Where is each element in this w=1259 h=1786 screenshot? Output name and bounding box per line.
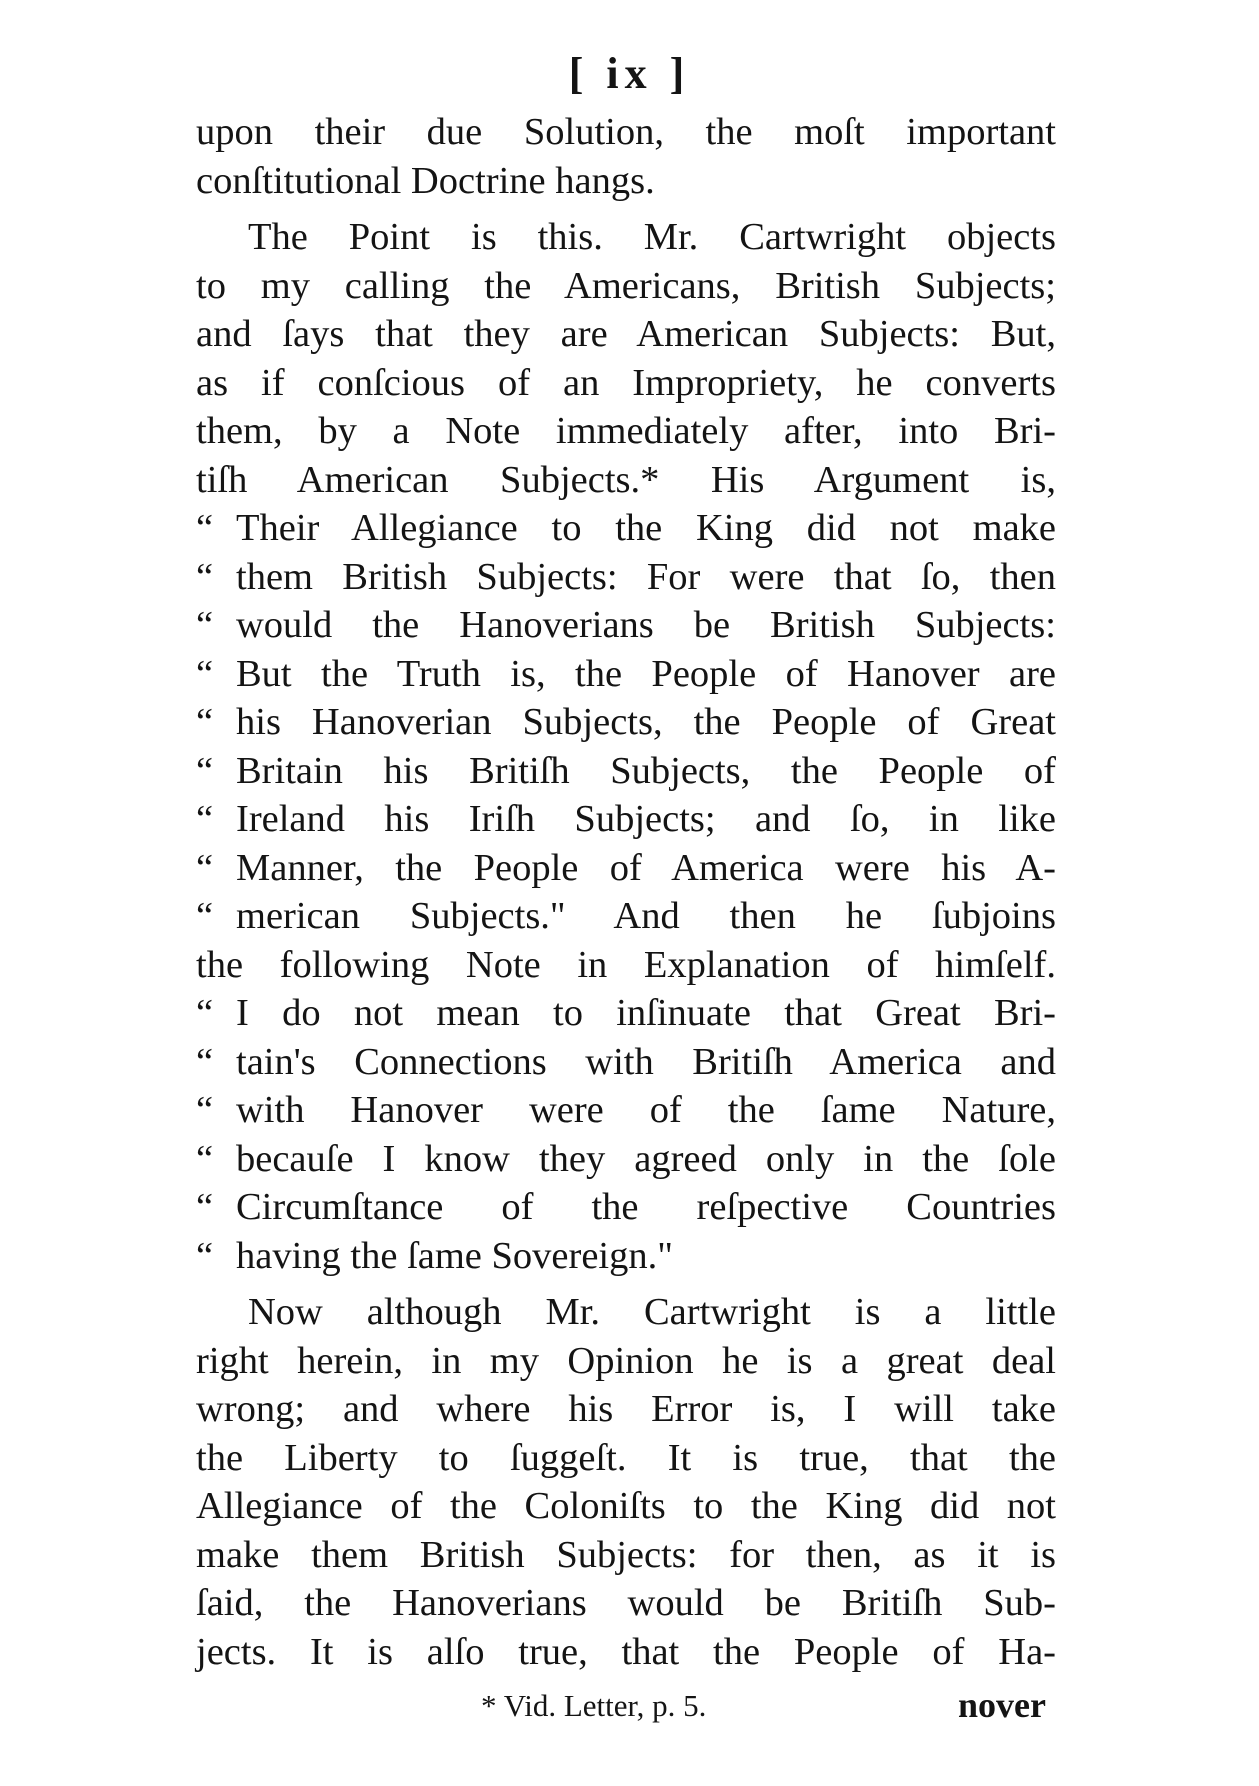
line-text: them British Subjects: For were that ſo, then bbox=[236, 555, 1056, 598]
text-line bbox=[196, 553, 1056, 602]
text-line bbox=[196, 213, 1056, 262]
line-text: Now although Mr. Cartwright is a little bbox=[248, 1291, 1056, 1333]
text-line bbox=[196, 157, 1056, 206]
quote-mark: “ bbox=[196, 507, 214, 549]
quote-mark: “ bbox=[196, 798, 214, 840]
text-line bbox=[196, 1038, 1056, 1087]
text-line bbox=[196, 1579, 1056, 1628]
line-text: Allegiance of the Coloniſts to the King did not bbox=[196, 1485, 1056, 1527]
page-number: [ ix ] bbox=[568, 49, 691, 98]
quote-mark: “ bbox=[196, 1234, 214, 1277]
text-line bbox=[196, 989, 1056, 1038]
page-footer bbox=[196, 1684, 1056, 1724]
quote-mark: “ bbox=[196, 701, 214, 743]
line-text: ſaid, the Hanoverians would be Britiſh Sub- bbox=[196, 1582, 1056, 1624]
text-line bbox=[196, 747, 1056, 796]
text-line bbox=[196, 310, 1056, 359]
text-line bbox=[196, 1232, 1056, 1281]
body-text bbox=[196, 108, 1056, 1676]
text-line bbox=[196, 1628, 1056, 1677]
quote-mark: “ bbox=[196, 1040, 214, 1083]
line-text: upon their due Solution, the moſt important bbox=[196, 111, 1056, 153]
quote-mark: “ bbox=[196, 1137, 214, 1180]
line-text: becauſe I know they agreed only in the ſole bbox=[236, 1137, 1056, 1180]
line-text: Their Allegiance to the King did not make bbox=[236, 507, 1056, 549]
text-line bbox=[196, 1086, 1056, 1135]
line-text: make them British Subjects: for then, as it is bbox=[196, 1533, 1056, 1576]
line-text: merican Subjects." And then he ſubjoins bbox=[236, 895, 1056, 937]
line-text: them, by a Note immediately after, into Bri- bbox=[196, 410, 1056, 452]
text-line bbox=[196, 941, 1056, 990]
line-text: Ireland his Iriſh Subjects; and ſo, in like bbox=[236, 798, 1056, 840]
text-line bbox=[196, 1482, 1056, 1531]
line-text: conſtitutional Doctrine hangs. bbox=[196, 159, 655, 202]
quote-mark: “ bbox=[196, 992, 214, 1034]
text-line bbox=[196, 359, 1056, 408]
line-text: Britain his Britiſh Subjects, the People of bbox=[236, 749, 1056, 792]
line-text: jects. It is alſo true, that the People of Ha- bbox=[196, 1630, 1056, 1673]
text-line bbox=[196, 456, 1056, 505]
text-line bbox=[196, 407, 1056, 456]
quote-mark: “ bbox=[196, 1186, 214, 1228]
line-text: having the ſame Sovereign." bbox=[236, 1234, 673, 1277]
line-text: with Hanover were of the ſame Nature, bbox=[236, 1089, 1056, 1131]
quote-mark: “ bbox=[196, 895, 214, 937]
quote-mark: “ bbox=[196, 749, 214, 792]
text-line bbox=[196, 844, 1056, 893]
text-line bbox=[196, 1288, 1056, 1337]
text-line bbox=[196, 650, 1056, 699]
text-line bbox=[196, 1135, 1056, 1184]
line-text: I do not mean to inſinuate that Great Bri- bbox=[236, 992, 1056, 1034]
line-text: to my calling the Americans, British Subjects; bbox=[196, 264, 1056, 307]
text-line bbox=[196, 795, 1056, 844]
line-text: wrong; and where his Error is, I will take bbox=[196, 1388, 1056, 1430]
line-text: But the Truth is, the People of Hanover are bbox=[236, 652, 1056, 695]
line-text: would the Hanoverians be British Subjects: bbox=[236, 604, 1056, 646]
line-text: as if conſcious of an Impropriety, he converts bbox=[196, 361, 1056, 404]
line-text: the Liberty to ſuggeſt. It is true, that the bbox=[196, 1436, 1056, 1479]
quote-mark: “ bbox=[196, 604, 214, 646]
text-line bbox=[196, 1183, 1056, 1232]
quote-mark: “ bbox=[196, 1089, 214, 1131]
quote-mark: “ bbox=[196, 555, 214, 598]
line-text: tiſh American Subjects.* His Argument is, bbox=[196, 458, 1056, 501]
line-text: the following Note in Explanation of himſelf. bbox=[196, 943, 1056, 986]
line-text: Circumſtance of the reſpective Countries bbox=[236, 1186, 1056, 1228]
text-line bbox=[196, 892, 1056, 941]
line-text: The Point is this. Mr. Cartwright objects bbox=[248, 216, 1056, 258]
footnote: * Vid. Letter, p. 5. bbox=[481, 1688, 707, 1723]
line-text: tain's Connections with Britiſh America and bbox=[236, 1040, 1056, 1083]
text-line bbox=[196, 601, 1056, 650]
text-line bbox=[196, 108, 1056, 157]
text-line bbox=[196, 1531, 1056, 1580]
quote-mark: “ bbox=[196, 652, 214, 695]
text-line bbox=[196, 1385, 1056, 1434]
catchword: nover bbox=[958, 1685, 1046, 1725]
line-text: and ſays that they are American Subjects: But, bbox=[196, 313, 1056, 355]
line-text: his Hanoverian Subjects, the People of Great bbox=[236, 701, 1056, 743]
text-line bbox=[196, 504, 1056, 553]
line-text: Manner, the People of America were his A- bbox=[236, 846, 1056, 889]
quote-mark: “ bbox=[196, 846, 214, 889]
text-line bbox=[196, 262, 1056, 311]
line-text: right herein, in my Opinion he is a great deal bbox=[196, 1339, 1056, 1382]
text-line bbox=[196, 1337, 1056, 1386]
text-line bbox=[196, 698, 1056, 747]
text-line bbox=[196, 1434, 1056, 1483]
